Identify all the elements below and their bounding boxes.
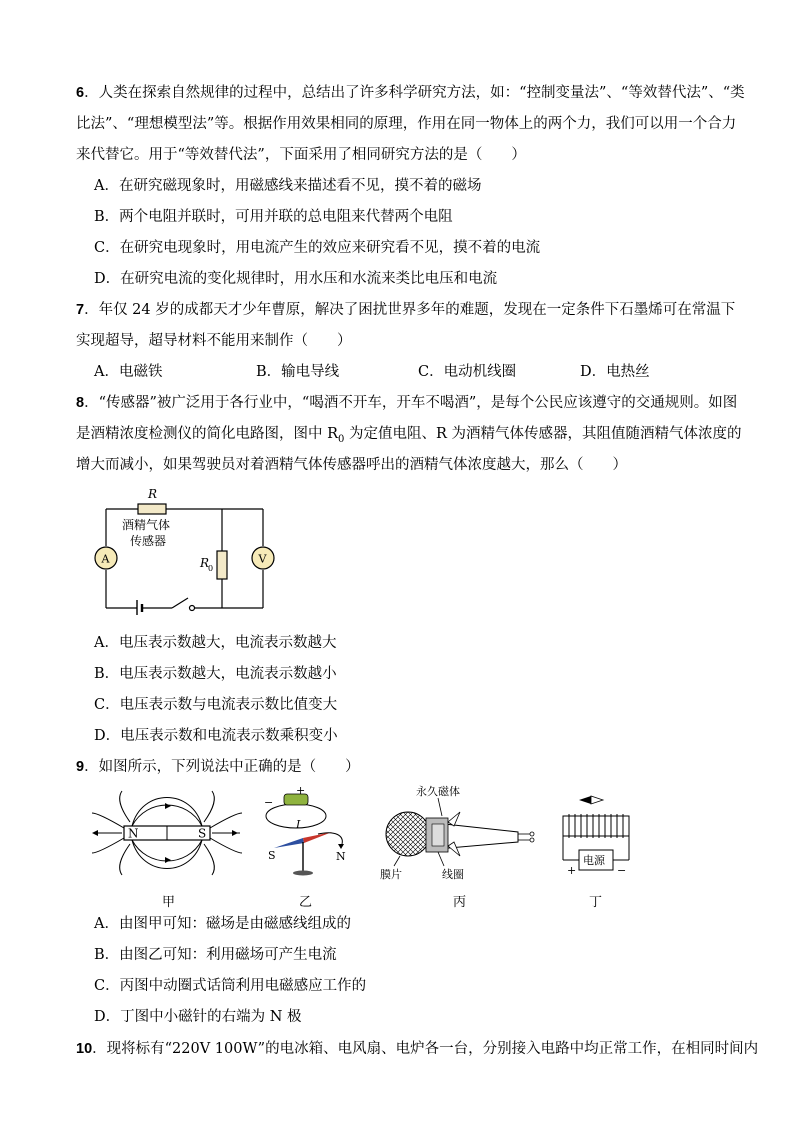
q9-option-c: C．丙图中动圈式话筒利用电磁感应工作的 xyxy=(94,978,367,994)
diaphragm xyxy=(386,812,430,856)
current-label: I xyxy=(296,818,301,831)
caption-yi: 乙 xyxy=(299,895,313,910)
q8-text-2a: 是酒精浓度检测仪的简化电路图，图中 R xyxy=(76,426,339,442)
r0-resistor xyxy=(217,551,227,579)
q8-line1 xyxy=(76,393,737,413)
caption-ding: 丁 xyxy=(589,895,603,910)
q7-option-a: A．电磁铁 xyxy=(94,364,163,380)
q8-text-2b: 为定值电阻、R 为酒精气体传感器，其阻值随酒精气体浓度的 xyxy=(344,426,742,442)
q8-number: 8 xyxy=(76,395,85,411)
r0-label: R xyxy=(200,556,210,570)
fig-yi-oersted xyxy=(256,786,356,881)
needle-n-label: N xyxy=(336,850,346,863)
sensor-resistor xyxy=(138,504,166,514)
q8-circuit-diagram xyxy=(92,485,277,615)
q8-r0-subscript: 0 xyxy=(338,433,345,445)
q7-option-c: C．电动机线圈 xyxy=(418,364,517,380)
compass-needle-right xyxy=(591,796,603,804)
film-label: 膜片 xyxy=(380,868,402,881)
q6-line1 xyxy=(76,83,745,103)
q6-option-a: A．在研究磁现象时，用磁感线来描述看不见，摸不着的磁场 xyxy=(94,178,482,194)
q8-line2 xyxy=(76,424,742,450)
q7-option-b: B．输电导线 xyxy=(256,364,340,380)
q9-option-a: A．由图甲可知：磁场是由磁感线组成的 xyxy=(94,916,351,932)
magnet-n-pole: N xyxy=(128,826,139,841)
q7-line1 xyxy=(76,300,735,320)
q10-number: 10 xyxy=(76,1041,93,1057)
source-plus: + xyxy=(567,864,577,877)
q7-text-1: ．年仅 24 岁的成都天才少年曹原，解决了困扰世界多年的难题，发现在一定条件下石墨烯可在常温下 xyxy=(84,302,736,318)
source-minus: − xyxy=(617,864,627,877)
r-label: R xyxy=(148,487,158,501)
magnet-s-pole: S xyxy=(198,826,207,841)
coil-label: 线圈 xyxy=(442,868,464,881)
needle-s-label: S xyxy=(268,849,276,862)
solenoid-core xyxy=(563,816,629,836)
q8-option-b: B．电压表示数越大，电流表示数越小 xyxy=(94,666,337,682)
r0-label-subscript: 0 xyxy=(208,564,214,573)
q6-number: 6 xyxy=(76,85,85,101)
q8-option-a: A．电压表示数越大，电流表示数越大 xyxy=(94,635,337,651)
caption-bing: 丙 xyxy=(453,895,467,910)
fig-jia-bar-magnet xyxy=(92,788,242,878)
q6-line3: 来代替它。用于“等效替代法”，下面采用了相同研究方法的是（ ） xyxy=(76,147,526,163)
q8-text-1: ．“传感器”被广泛用于各行业中，“喝酒不开车，开车不喝酒”，是每个公民应该遵守的交通规则。如图 xyxy=(84,395,738,411)
coil-block xyxy=(432,824,444,846)
q6-option-c: C．在研究电现象时，用电流产生的效应来研究看不见，摸不着的电流 xyxy=(94,240,541,256)
fig-ding-solenoid xyxy=(555,792,640,880)
battery-plus: + xyxy=(296,786,306,797)
q8-option-d: D．电压表示数和电流表示数乘积变小 xyxy=(94,728,338,744)
sensor-label-2: 传感器 xyxy=(130,534,167,548)
q7-line2: 实现超导，超导材料不能用来制作（ ） xyxy=(76,333,352,349)
q9-number: 9 xyxy=(76,759,85,775)
q9-text-1: ．如图所示，下列说法中正确的是（ ） xyxy=(84,759,360,775)
battery-minus: − xyxy=(264,796,274,809)
q10-text-1: ．现将标有“220V 100W”的电冰箱、电风扇、电炉各一台，分别接入电路中均正常工作，在相同时间内 xyxy=(92,1041,759,1057)
q10-line1 xyxy=(76,1039,758,1059)
q9-option-b: B．由图乙可知：利用磁场可产生电流 xyxy=(94,947,337,963)
compass-needle-red xyxy=(303,832,332,843)
q7-number: 7 xyxy=(76,302,85,318)
q6-option-d: D．在研究电流的变化规律时，用水压和水流来类比电压和电流 xyxy=(94,271,498,287)
magnet-label: 永久磁体 xyxy=(416,785,460,798)
sensor-label-1: 酒精气体 xyxy=(122,518,171,532)
q6-text-1: ．人类在探索自然规律的过程中，总结出了许多科学研究方法，如：“控制变量法”、“等效替代法”、“类 xyxy=(84,85,745,101)
q8-option-c: C．电压表示数与电流表示数比值变大 xyxy=(94,697,338,713)
q7-option-d: D．电热丝 xyxy=(580,364,650,380)
voltmeter-label: V xyxy=(258,552,267,566)
ammeter-label: A xyxy=(101,552,110,566)
q9-option-d: D．丁图中小磁针的右端为 N 极 xyxy=(94,1009,302,1025)
q8-line3: 增大而减小，如果驾驶员对着酒精气体传感器呼出的酒精气体浓度越大，那么（ ） xyxy=(76,457,627,473)
compass-needle-blue xyxy=(274,838,304,848)
q6-option-b: B．两个电阻并联时，可用并联的总电阻来代替两个电阻 xyxy=(94,209,453,225)
caption-jia: 甲 xyxy=(162,895,176,910)
q9-line1 xyxy=(76,757,360,777)
fig-bing-microphone xyxy=(378,782,543,882)
power-source-label: 电源 xyxy=(583,854,605,867)
q6-line2: 比法”、“理想模型法”等。根据作用效果相同的原理，作用在同一物体上的两个力，我们可以用一个合力 xyxy=(76,116,737,132)
compass-needle-left xyxy=(579,796,591,804)
